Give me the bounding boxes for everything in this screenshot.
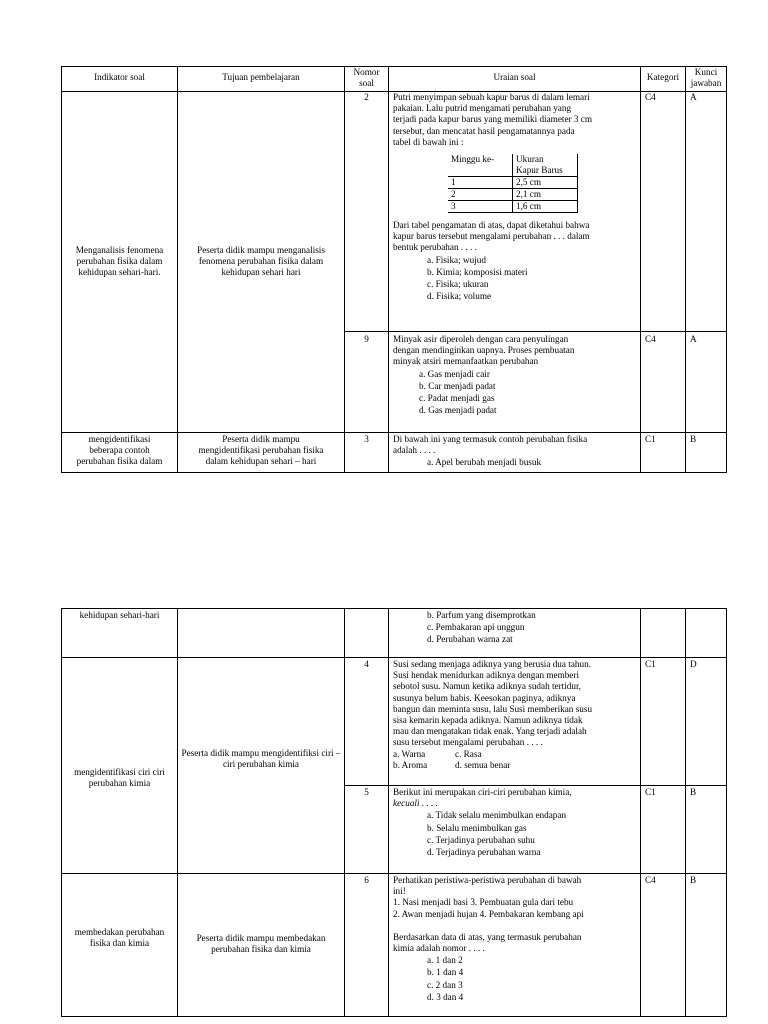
q3-nomor-text: 3 [364, 434, 369, 444]
q9-line: minyak atsiri memanfaatkan perubahan [393, 356, 539, 367]
q9-kategori [645, 334, 656, 345]
q3-kunci-text: B [690, 434, 697, 444]
kapur-minggu-cell: 2 [448, 189, 513, 201]
q5-option: c. Terjadinya perubahan suhu [427, 834, 535, 845]
q9-option: c. Padat menjadi gas [419, 393, 495, 404]
section3-tujuan-text: Peserta didik mampu mengidentifiksi ciri –ciri perubahan kimia [181, 748, 341, 770]
header-tujuan [178, 72, 344, 83]
kapur-barus-table [448, 154, 578, 213]
q3-kategori-text: C1 [645, 434, 656, 444]
q2-line: pakaian. Lalu putrid mengamati perubahan yang [393, 103, 572, 114]
q4-nomor-text: 4 [364, 659, 369, 669]
kapur-col-ukuran-line1: Ukuran [516, 154, 544, 164]
header-uraian-text: Uraian soal [493, 72, 536, 82]
kapur-ukuran-cell: 2,5 cm [513, 177, 578, 189]
section4-indikator-text: membedakan perubahan fisika dan kimia [74, 927, 165, 949]
section3-indikator-text: mengidentifikasi ciri ciri perubahan kimia [74, 767, 165, 789]
q3-kunci [690, 434, 696, 445]
q3-option: a. Apel berubah menjadi busuk [427, 457, 542, 468]
q4-option: b. Aroma [393, 759, 428, 770]
q4-line: mau dan mengatakan tidak enak. Yang terjadi adalah [393, 726, 587, 737]
q2-after-line: kapur barus tersebut mengalami perubahan . . . dalam [393, 231, 590, 242]
q5-kunci [690, 787, 696, 798]
header-indikator [62, 72, 177, 83]
section4-tujuan [180, 933, 342, 955]
q4-line: susu tersebut mengalami perubahan . . . . [393, 737, 543, 748]
q4-option: d. semua benar [455, 759, 511, 770]
header-nomor [345, 67, 388, 89]
section4-tujuan-text: Peserta didik mampu membedakan perubahan fisika dan kimia [196, 933, 326, 955]
q3-option: b. Parfum yang disemprotkan [427, 610, 536, 620]
q5-nomor [345, 787, 388, 798]
q2-option: d. Fisika; volume [427, 291, 492, 302]
q6-uraian [393, 875, 639, 1003]
q2-uraian-after [393, 220, 639, 302]
q9-line: Minyak asir diperoleh dengan cara penyulingan [393, 334, 569, 344]
q4-kunci-text: D [690, 659, 697, 669]
q3-option: c. Pembakaran api unggun [427, 622, 525, 633]
q6-kategori [645, 875, 656, 886]
q6-after-line: kimia adalah nomor . . . . [393, 943, 485, 954]
q6-option: c. 2 dan 3 [427, 979, 463, 990]
q3-line: Di bawah ini yang termasuk contoh perubahan fisika [393, 434, 588, 444]
header-kunci-line1: Kunci [694, 67, 718, 77]
q9-option: a. Gas menjadi cair [419, 368, 490, 379]
section2-indikator [62, 434, 177, 468]
q5-option: a. Tidak selalu menimbulkan endapan [427, 810, 567, 821]
q2-line: tersebut, dan mencatat hasil pengamatannya pada [393, 125, 575, 136]
q2-uraian [393, 92, 639, 148]
q4-nomor [345, 659, 388, 670]
q6-line: ini! [393, 886, 406, 897]
q2-option: b. Kimia; komposisi materi [427, 266, 528, 277]
q9-nomor [345, 334, 388, 345]
q2-line: terjadi pada kapur barus yang memiliki diameter 3 cm [393, 114, 592, 125]
q9-kategori-text: C4 [645, 334, 656, 344]
q9-option: d. Gas menjadi padat [419, 405, 497, 416]
header-indikator-text: Indikator soal [94, 72, 145, 82]
q6-line: Perhatikan peristiwa-peristiwa perubahan di bawah [393, 875, 582, 885]
table-row [448, 177, 578, 189]
section2-indikator-line: beberapa contoh [89, 445, 150, 456]
kapur-col-ukuran-line2: Kapur Barus [516, 165, 563, 175]
q2-line: tabel di bawah ini : [393, 136, 464, 147]
q9-nomor-text: 9 [364, 334, 369, 344]
q4-kategori-text: C1 [645, 659, 656, 669]
kapur-col-ukuran [513, 154, 578, 177]
section1-tujuan [180, 245, 342, 279]
header-nomor-line1: Nomor [353, 67, 380, 77]
q4-line: sisa kemarin kepada adiknya. Namun adiknya tidak [393, 715, 583, 726]
kapur-barus-header-row [448, 154, 578, 177]
q2-kunci [690, 92, 697, 103]
q9-uraian [393, 334, 639, 416]
q6-line: 1. Nasi menjadi basi 3. Pembuatan gula dari tebu [393, 897, 574, 908]
q4-kunci [690, 659, 697, 670]
q9-kunci [690, 334, 697, 345]
section2-indikator-line: perubahan fisika dalam [76, 456, 163, 467]
q6-option: d. 3 dan 4 [427, 991, 464, 1002]
header-kategori-text: Kategori [646, 72, 680, 82]
section2-tujuan-line: Peserta didik mampu [222, 434, 300, 444]
q3-line: adalah . . . . [393, 445, 436, 456]
kapur-ukuran-cell: 2,1 cm [513, 189, 578, 201]
q9-kunci-text: A [690, 334, 697, 344]
table-row [448, 189, 578, 201]
kapur-col-minggu [448, 154, 513, 177]
q9-line: dengan mendinginkan uapnya. Proses pembuatan [393, 345, 575, 356]
q4-line: Susi hendak menidurkan adiknya dengan memberi [393, 670, 579, 681]
table-row [448, 201, 578, 213]
q2-after-line: Dari tabel pengamatan di atas, dapat diketahui bahwa [393, 220, 590, 230]
q2-kategori-text: C4 [645, 92, 656, 102]
q4-uraian [393, 659, 639, 771]
section2-tujuan-line: dalam kehidupan sehari – hari [205, 456, 317, 467]
q6-line: 2. Awan menjadi hujan 4. Pembakaran kembang api [393, 908, 584, 919]
q6-kategori-text: C4 [645, 875, 656, 885]
q4-option: c. Rasa [455, 748, 482, 759]
header-kunci [686, 67, 726, 89]
header-nomor-line2: soal [359, 78, 374, 89]
q6-nomor-text: 6 [364, 875, 369, 885]
q5-kategori [645, 787, 656, 798]
q5-line: kecuali . . . . [393, 798, 438, 809]
q4-kategori [645, 659, 656, 670]
q2-after-line: bentuk perubahan . . . . [393, 242, 477, 253]
q6-nomor [345, 875, 388, 886]
section1-indikator-text: Menganalisis fenomena perubahan fisika dalam kehidupan sehari-hari. [75, 245, 164, 278]
section2-tujuan [178, 434, 344, 468]
q2-option: c. Fisika; ukuran [427, 279, 489, 290]
q2-nomor-text: 2 [364, 92, 369, 102]
header-tujuan-text: Tujuan pembelajaran [222, 72, 300, 82]
q9-option: b. Car menjadi padat [419, 380, 496, 391]
section2-indikator-cont [62, 610, 177, 621]
q3-uraian [393, 434, 639, 469]
q2-kunci-text: A [690, 92, 697, 102]
q4-line: susunya belum habis. Keesokan paginya, adiknya [393, 692, 576, 703]
q5-uraian [393, 787, 639, 858]
q5-kunci-text: B [690, 787, 697, 797]
q2-kategori [645, 92, 656, 103]
q6-after-line: Berdasarkan data di atas, yang termasuk perubahan [393, 931, 582, 942]
q5-kategori-text: C1 [645, 787, 656, 797]
section2-indikator-cont-text: kehidupan sehari-hari [79, 610, 160, 620]
q6-option: a. 1 dan 2 [427, 955, 463, 966]
section1-indikator [63, 245, 176, 279]
header-kunci-line2: jawaban [690, 78, 722, 89]
kapur-minggu-cell: 3 [448, 201, 513, 213]
q4-line: sebotol susu. Namun ketika adiknya sudah tertidur, [393, 681, 581, 692]
q2-line: Putri menyimpan sebuah kapur barus di dalam lemari [393, 92, 590, 102]
q2-nomor [345, 92, 388, 103]
q4-option: a. Warna [393, 748, 426, 759]
q6-kunci [690, 875, 696, 886]
q4-options-row [393, 760, 639, 771]
q3-nomor [345, 434, 388, 445]
header-kategori [641, 72, 685, 83]
kapur-minggu-cell: 1 [448, 177, 513, 189]
q3-kategori [645, 434, 656, 445]
section4-indikator [66, 927, 173, 949]
kapur-col-minggu-text: Minggu ke- [451, 154, 495, 164]
q3-option: d. Perubahan warna zat [427, 634, 513, 645]
q5-nomor-text: 5 [364, 787, 369, 797]
header-uraian [389, 72, 640, 83]
q5-option: d. Terjadinya perubahan warna [427, 847, 541, 858]
section3-tujuan [180, 748, 342, 770]
q2-option: a. Fisika; wujud [427, 254, 486, 265]
section2-tujuan-line: mengidentifikasi perubahan fisika [198, 445, 324, 456]
q4-line: bangun dan meminta susu, lalu Susi memberikan susu [393, 703, 593, 714]
q5-line: Berikut ini merupakan ciri-ciri perubahan kimia, [393, 787, 572, 797]
section3-indikator [64, 767, 175, 789]
q5-option: b. Selalu menimbulkan gas [427, 822, 527, 833]
section1-tujuan-text: Peserta didik mampu menganalisis fenomena perubahan fisika dalam kehidupan sehari hari [197, 245, 325, 278]
q4-options-row [393, 749, 639, 760]
kapur-ukuran-cell: 1,6 cm [513, 201, 578, 213]
q4-line: Susi sedang menjaga adiknya yang berusia dua tahun. [393, 659, 591, 669]
q6-option: b. 1 dan 4 [427, 967, 464, 978]
section2-indikator-line: mengidentifikasi [88, 434, 151, 444]
q3-uraian-cont [393, 609, 639, 646]
q6-kunci-text: B [690, 875, 697, 885]
